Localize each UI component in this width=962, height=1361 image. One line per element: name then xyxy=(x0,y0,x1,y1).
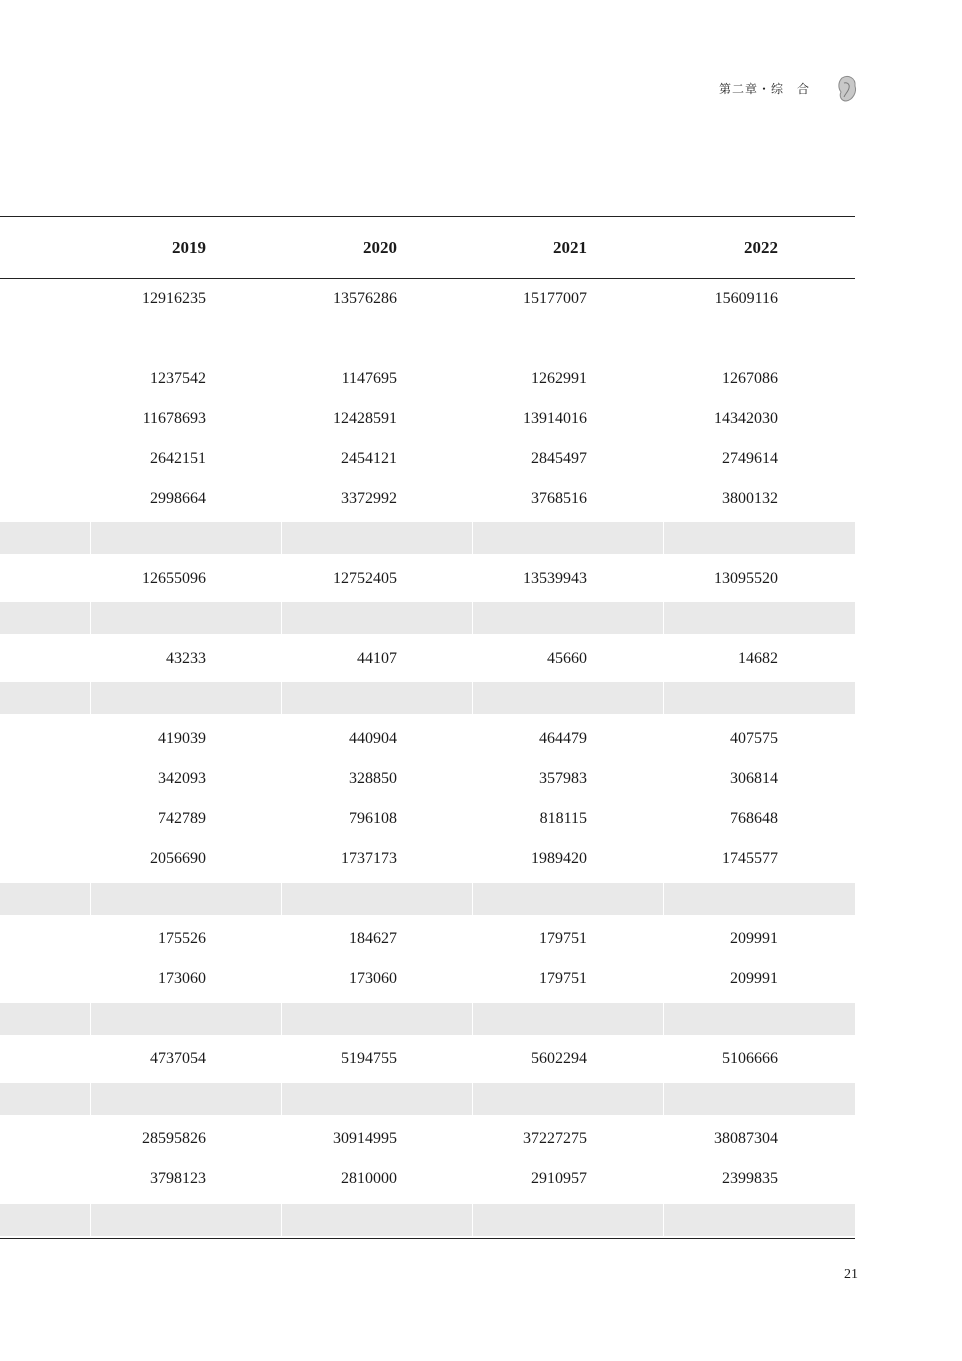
column-gap xyxy=(472,1003,473,1035)
column-header-2022: 2022 xyxy=(744,238,778,257)
table-cell: 37227275 xyxy=(523,1130,587,1147)
shaded-separator-row xyxy=(0,1003,855,1035)
shaded-separator-row xyxy=(0,1083,855,1115)
shaded-separator-row xyxy=(0,522,855,554)
table-cell: 12428591 xyxy=(333,410,397,427)
table-cell: 2910957 xyxy=(531,1170,587,1187)
table-cell: 3768516 xyxy=(531,490,587,507)
table-cell: 3800132 xyxy=(722,490,778,507)
table-cell: 12752405 xyxy=(333,570,397,587)
table-cell: 179751 xyxy=(539,970,587,987)
table-cell: 28595826 xyxy=(142,1130,206,1147)
table-cell: 30914995 xyxy=(333,1130,397,1147)
column-gap xyxy=(663,602,664,634)
table-cell: 175526 xyxy=(158,930,206,947)
table-cell: 184627 xyxy=(349,930,397,947)
table-cell: 5602294 xyxy=(531,1050,587,1067)
table-cell: 2998664 xyxy=(150,490,206,507)
column-gap xyxy=(281,1003,282,1035)
column-gap xyxy=(663,522,664,554)
table-cell: 173060 xyxy=(158,970,206,987)
table-cell: 2810000 xyxy=(341,1170,397,1187)
table-cell: 357983 xyxy=(539,770,587,787)
table-cell: 4737054 xyxy=(150,1050,206,1067)
table-cell: 13576286 xyxy=(333,290,397,307)
column-gap xyxy=(281,1204,282,1236)
table-cell: 2749614 xyxy=(722,450,778,467)
column-gap xyxy=(281,682,282,714)
table-cell: 1745577 xyxy=(722,850,778,867)
table-cell: 5106666 xyxy=(722,1050,778,1067)
column-gap xyxy=(663,883,664,915)
table-cell: 13095520 xyxy=(714,570,778,587)
table-cell: 1267086 xyxy=(722,370,778,387)
table-cell: 13914016 xyxy=(523,410,587,427)
table-cell: 1737173 xyxy=(341,850,397,867)
column-gap xyxy=(472,883,473,915)
column-gap xyxy=(663,1003,664,1035)
table-cell: 209991 xyxy=(730,970,778,987)
column-gap xyxy=(90,682,91,714)
table-cell: 45660 xyxy=(547,650,587,667)
column-gap xyxy=(663,682,664,714)
table-cell: 342093 xyxy=(158,770,206,787)
column-gap xyxy=(90,602,91,634)
table-cell: 407575 xyxy=(730,730,778,747)
head-ornament-icon xyxy=(836,74,858,104)
table-cell: 43233 xyxy=(166,650,206,667)
shaded-separator-row xyxy=(0,682,855,714)
column-gap xyxy=(472,682,473,714)
table-cell: 15177007 xyxy=(523,290,587,307)
column-header-2020: 2020 xyxy=(363,238,397,257)
table-cell: 742789 xyxy=(158,810,206,827)
table-cell: 2642151 xyxy=(150,450,206,467)
table-cell: 328850 xyxy=(349,770,397,787)
column-gap xyxy=(472,1083,473,1115)
column-gap xyxy=(472,1204,473,1236)
table-cell: 2454121 xyxy=(341,450,397,467)
table-cell: 768648 xyxy=(730,810,778,827)
table-cell: 1262991 xyxy=(531,370,587,387)
column-header-2019: 2019 xyxy=(172,238,206,257)
table-cell: 13539943 xyxy=(523,570,587,587)
table-cell: 796108 xyxy=(349,810,397,827)
table-cell: 3372992 xyxy=(341,490,397,507)
column-gap xyxy=(281,602,282,634)
table-cell: 3798123 xyxy=(150,1170,206,1187)
table-cell: 44107 xyxy=(357,650,397,667)
table-cell: 15609116 xyxy=(714,290,778,307)
table-cell: 1989420 xyxy=(531,850,587,867)
table-cell: 12916235 xyxy=(142,290,206,307)
column-header-2021: 2021 xyxy=(553,238,587,257)
table-cell: 2399835 xyxy=(722,1170,778,1187)
table-cell: 12655096 xyxy=(142,570,206,587)
table-top-rule xyxy=(0,216,855,217)
table-cell: 38087304 xyxy=(714,1130,778,1147)
column-gap xyxy=(90,522,91,554)
table-cell: 1147695 xyxy=(341,370,397,387)
table-cell: 1237542 xyxy=(150,370,206,387)
table-cell: 179751 xyxy=(539,930,587,947)
table-bottom-rule xyxy=(0,1238,855,1239)
table-header-rule xyxy=(0,278,855,279)
shaded-separator-row xyxy=(0,602,855,634)
table-cell: 14682 xyxy=(738,650,778,667)
shaded-separator-row xyxy=(0,883,855,915)
shaded-separator-row xyxy=(0,1204,855,1236)
table-cell: 11678693 xyxy=(142,410,206,427)
table-cell: 5194755 xyxy=(341,1050,397,1067)
column-gap xyxy=(472,522,473,554)
column-gap xyxy=(663,1204,664,1236)
table-cell: 2845497 xyxy=(531,450,587,467)
page-number: 21 xyxy=(844,1267,858,1282)
table-cell: 440904 xyxy=(349,730,397,747)
column-gap xyxy=(281,522,282,554)
table-cell: 2056690 xyxy=(150,850,206,867)
table-cell: 173060 xyxy=(349,970,397,987)
column-gap xyxy=(472,602,473,634)
column-gap xyxy=(90,1204,91,1236)
column-gap xyxy=(663,1083,664,1115)
column-gap xyxy=(281,883,282,915)
column-gap xyxy=(90,883,91,915)
table-cell: 14342030 xyxy=(714,410,778,427)
table-cell: 419039 xyxy=(158,730,206,747)
table-cell: 464479 xyxy=(539,730,587,747)
column-gap xyxy=(90,1083,91,1115)
column-gap xyxy=(281,1083,282,1115)
table-cell: 209991 xyxy=(730,930,778,947)
column-gap xyxy=(90,1003,91,1035)
table-cell: 818115 xyxy=(539,810,587,827)
table-cell: 306814 xyxy=(730,770,778,787)
running-head: 第二章・综 合 xyxy=(718,82,810,96)
